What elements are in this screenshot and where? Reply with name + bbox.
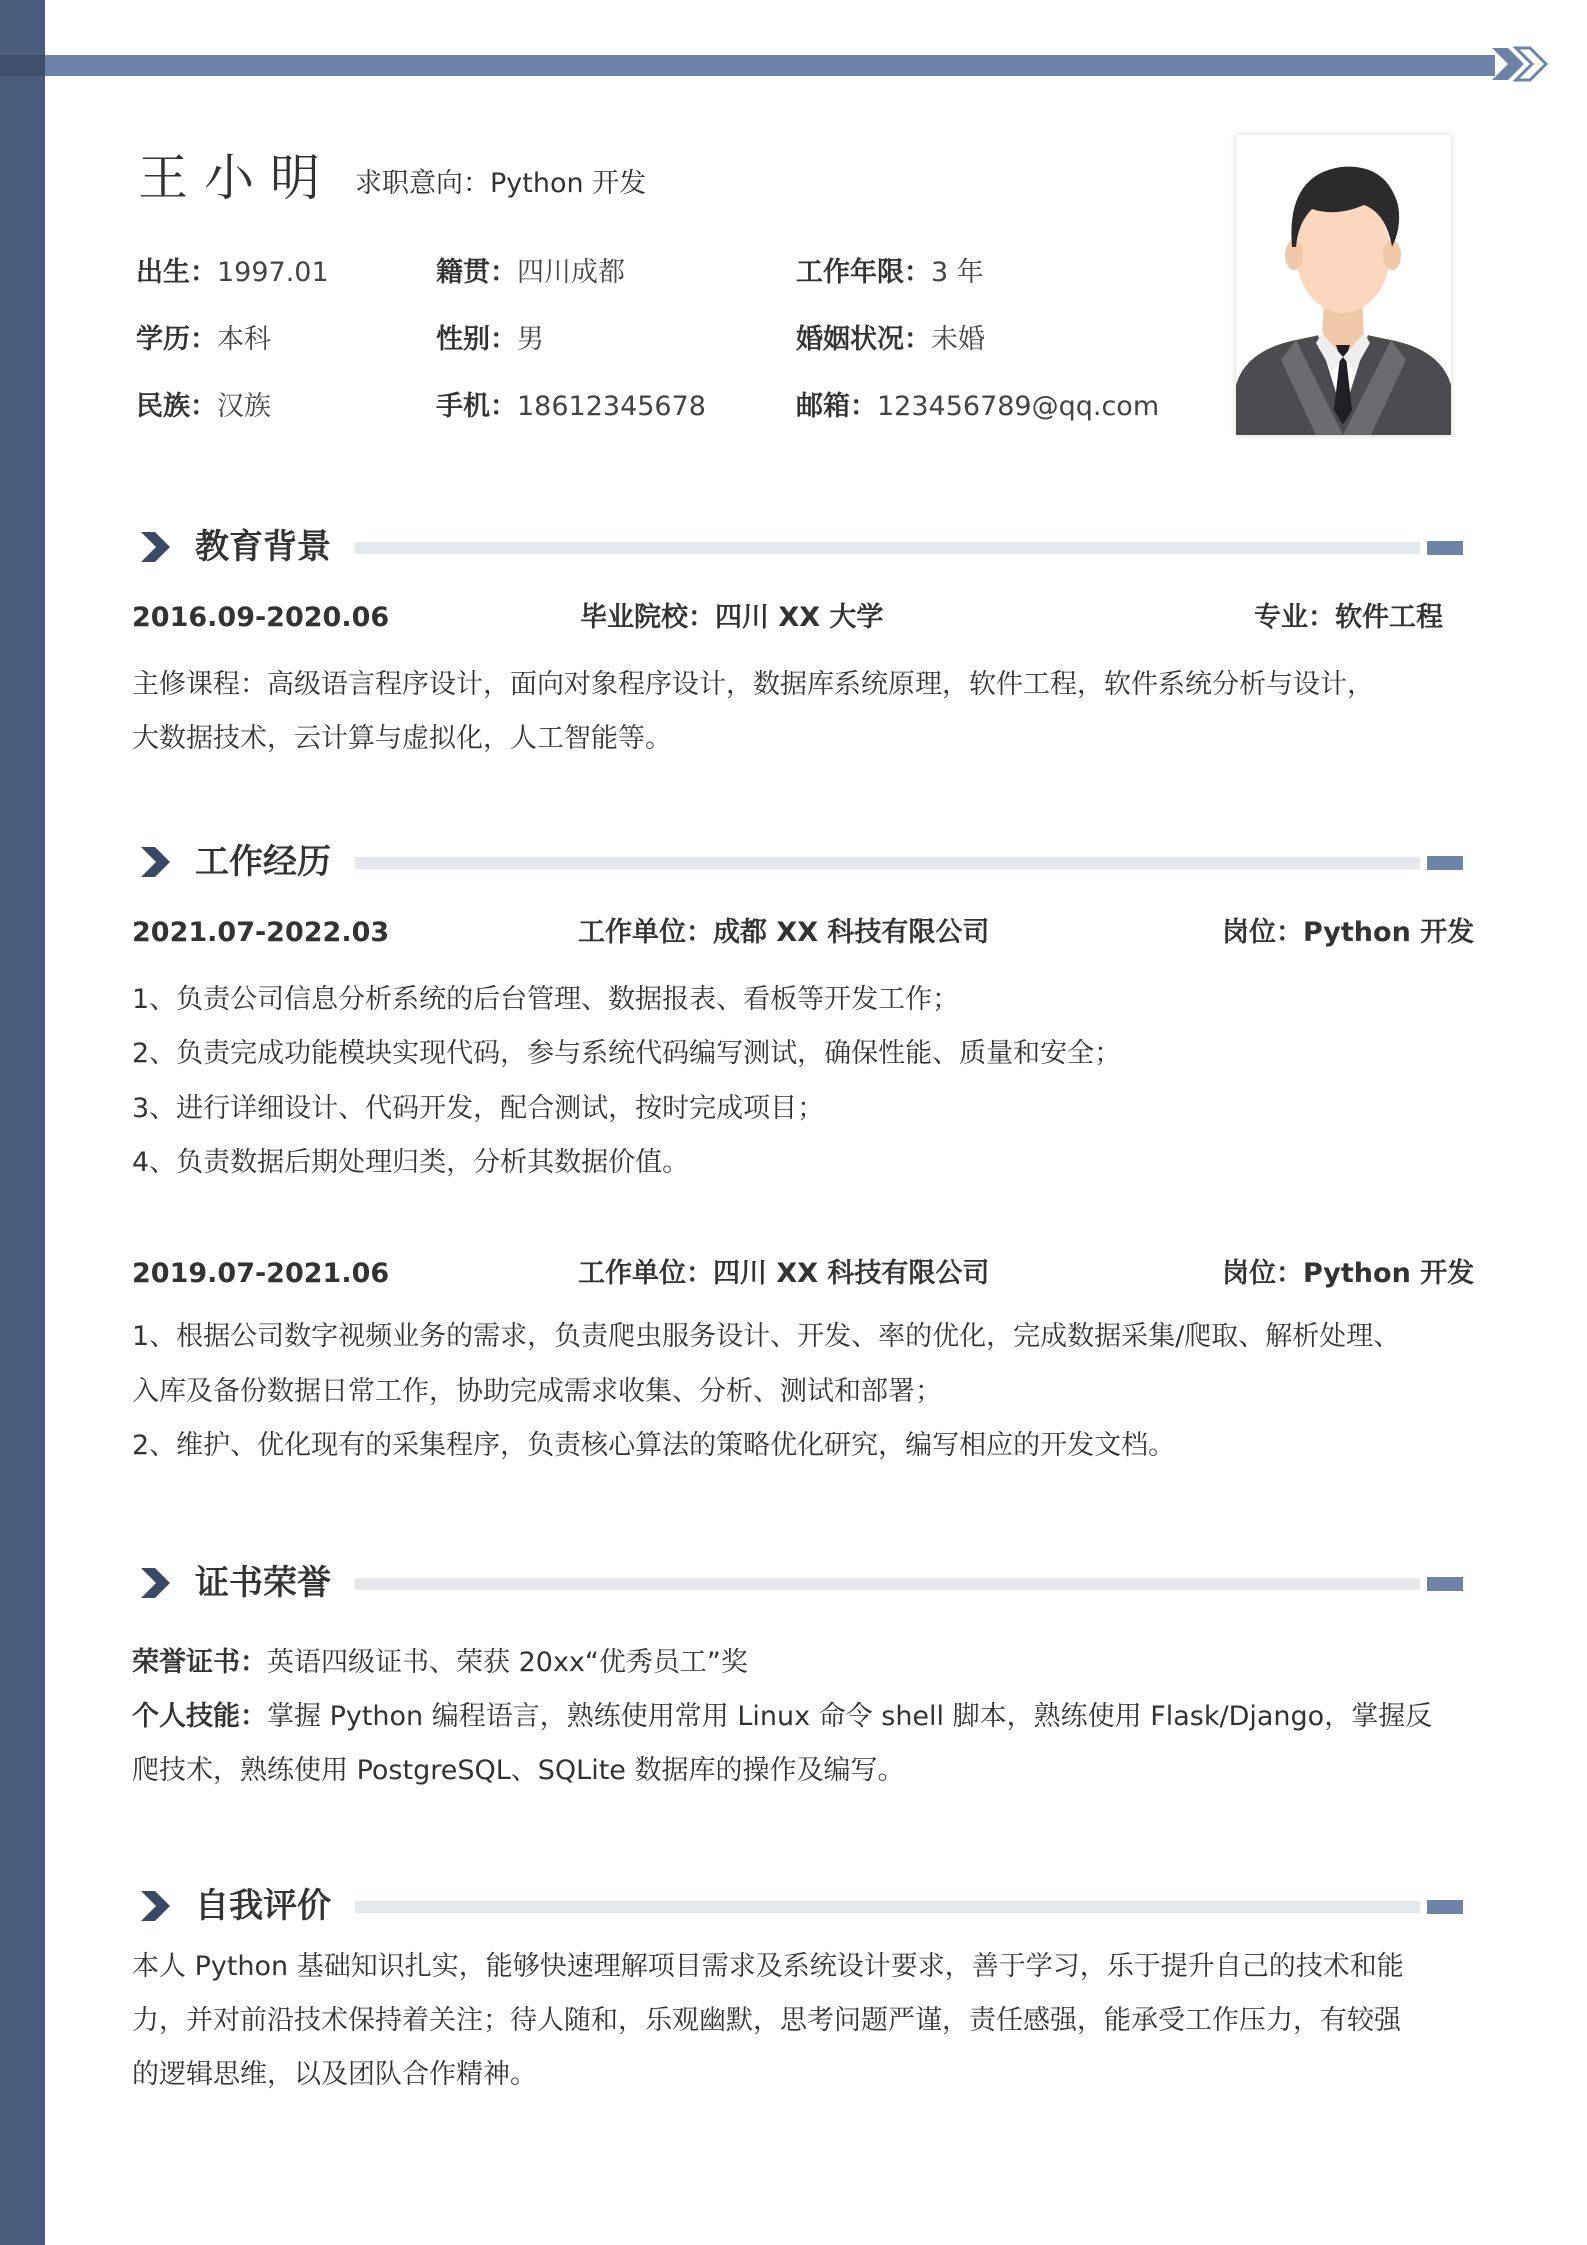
info-value: 123456789@qq.com xyxy=(877,391,1160,422)
info-value: 18612345678 xyxy=(517,391,706,422)
job-duty-line: 2、维护、优化现有的采集程序，负责核心算法的策略优化研究，编写相应的开发文档。 xyxy=(132,1430,1176,1461)
skills-line1 xyxy=(132,1700,1432,1734)
info-label: 民族： xyxy=(136,391,217,422)
job-duty-line: 1、负责公司信息分析系统的后台管理、数据报表、看板等开发工作； xyxy=(132,984,960,1015)
info-email xyxy=(796,390,1159,424)
info-value: 未婚 xyxy=(931,324,985,355)
job-duty-line: 1、根据公司数字视频业务的需求，负责爬虫服务设计、开发、率的优化，完成数据采集/爬取、解析处理、 xyxy=(132,1321,1401,1352)
honor-value: 英语四级证书、荣获 20xx“优秀员工”奖 xyxy=(267,1647,748,1678)
info-value: 本科 xyxy=(217,324,271,355)
info-label: 婚姻状况： xyxy=(796,324,931,355)
info-value: 四川成都 xyxy=(517,257,625,288)
job-company: 工作单位：成都 XX 科技有限公司 xyxy=(578,917,990,948)
job-period: 2021.07-2022.03 xyxy=(132,917,390,948)
job-position: 岗位：Python 开发 xyxy=(1222,917,1475,948)
self-eval-line1: 本人 Python 基础知识扎实，能够快速理解项目需求及系统设计要求，善于学习，乐于提升自己的技术和能 xyxy=(132,1951,1404,1982)
section-divider xyxy=(355,542,1420,554)
info-education xyxy=(136,323,271,357)
section-title-work: 工作经历 xyxy=(195,842,331,882)
job-intent xyxy=(355,167,646,201)
info-marital xyxy=(796,323,985,357)
chevron-right-icon xyxy=(138,530,172,564)
section-divider-end xyxy=(1427,1900,1463,1914)
job-position: 岗位：Python 开发 xyxy=(1222,1258,1475,1289)
left-sidebar-stripe xyxy=(0,0,45,2245)
skills-line2: 爬技术，熟练使用 PostgreSQL、SQLite 数据库的操作及编写。 xyxy=(132,1755,905,1786)
info-value: 汉族 xyxy=(217,391,271,422)
info-label: 手机： xyxy=(436,391,517,422)
job-duty-line: 3、进行详细设计、代码开发，配合测试，按时完成项目； xyxy=(132,1093,825,1124)
edu-period: 2016.09-2020.06 xyxy=(132,602,390,633)
double-chevron-icon xyxy=(1490,44,1560,84)
section-divider-end xyxy=(1427,1577,1463,1591)
info-work-years xyxy=(796,256,984,290)
job-period: 2019.07-2021.06 xyxy=(132,1258,390,1289)
edu-major: 专业：软件工程 xyxy=(1254,602,1443,633)
info-phone xyxy=(436,390,706,424)
info-label: 邮箱： xyxy=(796,391,877,422)
honor-line xyxy=(132,1646,748,1680)
info-label: 籍贯： xyxy=(436,257,517,288)
chevron-right-icon xyxy=(138,1889,172,1923)
section-title-self-eval: 自我评价 xyxy=(195,1886,331,1926)
info-label: 学历： xyxy=(136,324,217,355)
section-divider xyxy=(355,857,1420,869)
info-gender xyxy=(436,323,544,357)
info-value: 1997.01 xyxy=(217,257,329,288)
candidate-name: 王小明 xyxy=(138,149,336,207)
info-birth xyxy=(136,256,329,290)
section-divider xyxy=(355,1578,1420,1590)
skills-value: 掌握 Python 编程语言，熟练使用常用 Linux 命令 shell 脚本，熟练使用 Flask/Django，掌握反 xyxy=(267,1701,1433,1732)
chevron-right-icon xyxy=(138,845,172,879)
edu-courses-line2: 大数据技术，云计算与虚拟化，人工智能等。 xyxy=(132,723,672,754)
edu-school: 毕业院校：四川 XX 大学 xyxy=(580,602,884,633)
top-banner-corner xyxy=(0,55,45,76)
info-value: 男 xyxy=(517,324,544,355)
info-label: 工作年限： xyxy=(796,257,931,288)
job-intent-label: 求职意向： xyxy=(355,168,490,199)
section-divider-end xyxy=(1427,856,1463,870)
job-company: 工作单位：四川 XX 科技有限公司 xyxy=(578,1258,990,1289)
top-banner-bar xyxy=(0,55,1495,76)
honor-label: 荣誉证书： xyxy=(132,1647,267,1678)
chevron-right-icon xyxy=(138,1566,172,1600)
skills-label: 个人技能： xyxy=(132,1701,267,1732)
section-title-education: 教育背景 xyxy=(195,527,331,567)
info-value: 3 年 xyxy=(931,257,984,288)
edu-courses-line1: 主修课程：高级语言程序设计，面向对象程序设计，数据库系统原理，软件工程，软件系统分析与设计， xyxy=(132,669,1374,700)
job-duty-line: 2、负责完成功能模块实现代码，参与系统代码编写测试，确保性能、质量和安全； xyxy=(132,1038,1122,1069)
section-divider-end xyxy=(1427,541,1463,555)
info-ethnicity xyxy=(136,390,271,424)
section-title-certs: 证书荣誉 xyxy=(195,1563,331,1603)
info-hometown xyxy=(436,256,625,290)
avatar xyxy=(1236,135,1451,435)
info-label: 出生： xyxy=(136,257,217,288)
job-duty-line: 入库及备份数据日常工作，协助完成需求收集、分析、测试和部署； xyxy=(132,1376,942,1407)
section-divider xyxy=(355,1901,1420,1913)
businessman-avatar-icon xyxy=(1236,135,1451,435)
job-duty-line: 4、负责数据后期处理归类，分析其数据价值。 xyxy=(132,1147,690,1178)
self-eval-line3: 的逻辑思维，以及团队合作精神。 xyxy=(132,2059,537,2090)
self-eval-line2: 力，并对前沿技术保持着关注；待人随和，乐观幽默，思考问题严谨，责任感强，能承受工作压力，有较强 xyxy=(132,2005,1401,2036)
info-label: 性别： xyxy=(436,324,517,355)
job-intent-value: Python 开发 xyxy=(490,168,647,199)
